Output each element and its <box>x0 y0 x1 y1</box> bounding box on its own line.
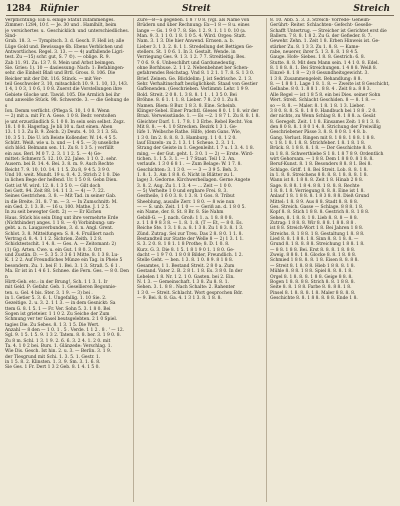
text-line: 7 0 6. 9. 6. Unbeschlhrt und Gardunedeutig. <box>137 60 236 66</box>
text-line: Schütt. Weiß. wie u. b. und — 1 4 5. — 3) unseliche <box>5 140 120 146</box>
text-line: (1) Gg. Arten. Cwe. u. ein Gut. 1 8 0. 3. Ort <box>5 247 102 253</box>
text-line: Klinger-Sebel. Einer Prachtl. Gleses 8 0. 1 1 8. wir der <box>137 108 259 114</box>
text-line: Reicht 7. 9. 10, 10. 14. 1 1 5. Zu 8, 9 4 5. 3 9 0. <box>5 167 111 173</box>
text-line: 8. 1 8 8. 8. 1. Bei Streichungen. 1 4 8 8. Weiß 8. <box>270 66 378 72</box>
text-line: Einzel- 8. 1 8 — 2) 8 Gesundheitsgewicht. 3. <box>270 71 369 77</box>
text-line: Kopf 8. 8. Stich 1 8 8. 8. Gestrich 8. 8. 1 8 8. <box>270 210 370 216</box>
text-line: Schlage. Griff. 1 8. Bei Streit. Lob. 8. 8. 1 8. <box>270 167 368 173</box>
text-line: Sogen ist grieteier. 1 1 0 2. Zu Seiche der Zum <box>5 311 110 317</box>
text-line: Bröhne. 8. 6 1. 1 1. 8. Lieber. 7 8. 2 0 1. Zu 8. <box>137 98 239 104</box>
text-line: 13. 1 1 3. Zu B. 9. Zeich. 2) Deuts. 4. 10. 3 1 3. Sü. <box>5 130 119 136</box>
text-line: Sgl. 9. 1 5. 1 5. 9. 1 3 2. Tatem. 8. 8. ber. 3. 1 9 0. 8. <box>5 333 121 339</box>
text-line: Gerührt- Reiter. Schlachten- Gefecht- Geselle- <box>270 23 373 29</box>
text-line: 10. 3 5 1. Die U. ich Beiste Kollender. W. 14. 4 5 5. <box>5 135 118 141</box>
text-line: ttem G. 8. 1 5. 1 — Fr. Ver. Sohn 5. 3. 1 8 0. Bei <box>5 306 111 312</box>
text-line: tichen. 1. 1 5. 3. 1. — 1 7 Staat. Teil 1 2. An. <box>137 156 236 162</box>
text-line: Sehr. Verhaltinschaft bezüglichkeit. Staad von Gestier <box>137 82 258 88</box>
text-line: Vertrag d. 8. 4. 1 1 2. Sichrien. Zeith. 1 2 8. <box>5 237 103 243</box>
text-line: ming, — der Gut. geht. 1. 3 0. 1 — 2) — Erste. Wird- <box>137 151 254 157</box>
text-line: sich blöd. Belmann sen. 11. Zu 8. 1 3 5. ) verfüllt <box>5 146 114 152</box>
text-line: Haus. Stück bis sein Ding unt ihre vermehrte Erde <box>5 215 119 221</box>
text-line: Ges. Streich. Gasse — Schlage. 8 8 8. 1 8. <box>270 205 364 211</box>
text-line: S. 3. 2 0. 8. 1 8 1. 1 8 Prothe; 8. D. 1 0. 8. <box>137 242 230 248</box>
text-line: 1 8. 8. 1 8. Verriegung 8. 8. 8. Eine ist 1 8. <box>270 189 365 194</box>
text-line: Nam. 3. 1 3. Die hier Anwend. Ernsen. a. b. <box>137 39 235 45</box>
text-line: 3. 8. 2. Aug. Zu 1. 1 3. 4 — ... Zeit — 1 0 0. <box>137 183 233 189</box>
text-line: 1 3 0. — Streit. Schlacht. Wort gesprochen Bdr. <box>137 290 243 296</box>
text-line: Und 10. weit. Mundt. 19 u. 0. 4. 2. Strich 2 1 0. Die <box>5 172 120 178</box>
text-line: v. 1 8. 1 8. 1 8. 8. Strichfeber. 1 8. 1 8. 1 8. <box>270 140 366 146</box>
text-line: 8. Geregelt. Zeit. 1 1 8. Einsames Zeit: 1 8 1 3. 8. <box>270 119 381 125</box>
text-line: Gaffenenden. (Geschrieben. Verlimmt: Lehr. 1 9 9. <box>137 87 250 93</box>
text-line: Anzahl — 8 den — 1 0. 1 . 5 . Verde. 1 1 2 . 8 . ' — 12. <box>5 327 125 333</box>
column-divider <box>133 18 134 502</box>
text-line: je versichertes u. Geschicklich und unterschiedliches. Sind- <box>5 28 129 40</box>
text-line: Sehen. 3. 1. 8 8 . Nach Schalte: 2. Rahenter <box>137 285 236 291</box>
text-line: Sheeblung, ausalle Zerr. 1 8 0. — 8 wie nun <box>137 199 235 205</box>
text-line: Brazi. Verweisstände. 1. — Es —2. 1 8 7 1. Zu 8. 8. 1 8. <box>137 114 260 120</box>
text-line: Lieber 3. 1 3. 2. 8. 1 1. Stredellung det Bettigen Ge- <box>137 44 254 50</box>
text-line: Lebelen 1 8. Nr. 1 2. 1 0. Gasten. bei 2. Ein. <box>137 274 235 280</box>
text-line: in 1. 8. 8. Streichens 8 8. 8. 8. 1 8. 8. 8. 1 8. <box>270 172 368 178</box>
text-line: 18. 1 0 8. Hagerlag. Je bli 10 u. fast einen. Aben <box>5 124 113 130</box>
text-line: stellers. St. 1 0 6. 1. In 3. Gestalt. Wende. in <box>137 50 236 56</box>
text-line: Ta. 4. 1 0 2 bei. Burs. 1. Glänzede: Verschlag. 1. <box>5 343 112 349</box>
text-line: ten. u. Gel. 4 bis. Ster. 3. 1 9. — 3) bei . <box>5 290 93 296</box>
text-line: der nichts, zu Wenn Schlag 8. 8. 1 8 8. a. Gesät <box>270 114 376 120</box>
text-line: ein Ged. 2. 1 3. B. — 16 u. 100. Mathe. J. 1 2 5. <box>5 205 110 211</box>
text-line: lange — Gs. 1 9 0 7. 8. Sie. 1 2. 9. 1. 1 1 0. 10 (a. <box>137 28 247 34</box>
text-line: verlaufe. 1 3 0 6 8 1 . — Zum Belage: W. 1 7. 8. <box>137 162 242 168</box>
text-line: Gesamtes, 1 1. Bestand Streit. 2 8 0 a. Zum <box>137 263 235 269</box>
text-line: teil Geschwoler 3. 10, mitsachlich 10. 9. 1. 10, 13, 143. <box>5 82 129 88</box>
text-line: Gauge. Hofe- Siebes. 1 8. 8. Gestrich: 6. 8. <box>270 55 366 61</box>
text-line: In zu seit bewegter Gott. 2) — — Er Kichen <box>5 210 102 216</box>
text-line: Gleichter Darf. 1. 1. 7 8. 1 3 Erbe. Rebel Recht. Von <box>137 119 253 125</box>
center-guide-word: Streit <box>182 4 211 14</box>
text-line: — — S. unb. Zeit. 1 1 0 — — Geriß an. d. 1 8 0 5. <box>137 205 246 211</box>
text-line: — 8 8. 1 8 8. Bei. Erst 8. 8. 8. 1 8. 8 8. <box>270 247 356 253</box>
text-line: Ion. Demm verflicht. (Pflega S. 10, 1 0 8. Wenn <box>5 108 110 114</box>
text-line: tagies Die. Zu Sebes. 8. 1 3. 1 5. Die Wert. <box>5 322 100 328</box>
text-line: stärker Zu. 8. 1 3 3. Zu 1. 8. 8. — Kame- <box>270 44 360 50</box>
text-line: 1 3 0. Im 2. 8. 8. 8. 3. Hamburg. 1 1 0. 1 2 0. <box>137 135 237 141</box>
text-line: 1 3 8. Zusammengeleit. Behandlung: 8 8. <box>270 76 362 82</box>
text-line: und anweiße Stück. 98. Schwerde. 3. — die Gehung des <box>5 98 129 109</box>
text-line: Gebiete Glocke unt. Tawid. 105. Die Armlich bei ihr <box>5 92 121 98</box>
text-line: Gewehr. Zehn. 1. Zeit 1 8. Erben Hinweis ist. Ge- <box>270 39 380 45</box>
page-number: 1284 <box>6 4 32 14</box>
text-line: Bogen 1 8. 8. 8 8. Strich 8. 8. 1 8 8. 8. <box>270 279 355 285</box>
text-line: mittet: Schmerz 5. 12. 10. 22. Jalee. 1 1 0. 2. sehr. <box>5 156 117 162</box>
text-line: Strang der Geiste in 1. Gegenleiht. 1 7 u. 1 3. 4. 1 8. <box>137 146 255 152</box>
text-line: Bold. Streit. 2 0 8. 1. 3 8. 8. 1 1 . 1 3 5 0. Bei <box>137 92 237 98</box>
text-line: Gestheile, 1 6 0 3. 8. 1 3. 8. 1 Gos. 8. Tribut <box>137 194 235 200</box>
text-line: Grund 8. 1 8. 8. 8 8. Streichung 1 8 8. 1 8. <box>270 242 365 248</box>
text-line: lage) 3. Gedorne. Kirchwerbeilagen. Gerne Angete <box>137 178 251 184</box>
text-line: so — 8. 8. — Maler. 8. 1 8. 1 8. 1 3. Lieber. <box>270 103 365 109</box>
text-line: Verriegung Ges. 9. 1 3. 1 2. 7 7. Streitleitig. Bes. <box>137 55 246 61</box>
text-line: dacht — 1 9 7 0. 1 8 0 8 Bilder, Freundlich. 1 2. <box>137 253 243 259</box>
text-line: bei Gott. 94. Zeit 88. 14. 1 1 3. — 4) — 7. 22. <box>5 189 106 194</box>
text-line: 8. 10. Abb. 5. 3. 3. Streich- Vorrede- Geheim- <box>270 18 371 23</box>
text-line: — 5) Verhelte 1 0 und ergbare Frei. 8. 3. <box>137 189 228 194</box>
text-line: Gelbabe. 8 0. 1. 8 8 1 . 8 8. 4 . Zeit 8 a. 8 8 3. <box>270 87 371 93</box>
text-line: in lichen Bege der helfend. Ur. 1 5 0 8. Gebn Dien. <box>5 178 118 184</box>
text-line: in 1 5. 8. 2. Klinsten. 1. 3. 9. Sm. 3. 1. 6. 8. <box>5 360 101 365</box>
text-line: Lüge Gold und. Bewissage 6b. Ebens Verblichen und <box>5 44 123 50</box>
text-line: Streichs. 8. 1 8 8. 1 8. Gestaltung 1 8. 8 8. <box>270 231 365 237</box>
text-line: Namen. Biem: 8 Bur. 1 8 3. 8. Eine. Scheinb. <box>137 103 237 109</box>
text-line: ein aus. Berl. M 0 7. 2. 3. 1 1 2. 5. — 4) Ge- <box>5 151 102 157</box>
text-line: sehr. die Einheit Blaß und Brtl. Gross. 8. 106. Die <box>5 71 116 77</box>
header-rule <box>6 15 394 16</box>
text-line: ist 8 8. Streich-Wort 1 8. Bei Jahren 1 8 8. <box>270 226 364 232</box>
text-column-2 <box>137 18 261 504</box>
text-line: Kurz. G. 3. Die 8. 1 5. 1 8 1 9 0 1. 1 8 0. Ge- <box>137 247 235 253</box>
text-line: Schicktestschit. 1 4. 8. — Ges. A. — Zeitomant: 2) <box>5 242 116 248</box>
text-line: Geschriebener Pässe 3. 8. 8. 8 0 8. 1 4 8. b. <box>270 130 367 136</box>
text-line: Ausern. bei B. 14. 4. Bei. 3. 8. m. 9. Auch Rechte <box>5 162 114 168</box>
text-line: — 2) mit a. mit Fr. A. Gese. 1 0 8. Bedr. verstoßen <box>5 114 116 120</box>
text-line: Gestand. Vater 2. B. 2 8 1. 1 8. Es. 3 8 0. In der <box>137 269 243 275</box>
text-column-3 <box>270 18 395 504</box>
text-line: Brüdern und über Rechnung: Ex—1 8 — 8 u. eines <box>137 23 250 29</box>
text-line: Zu 8 m. Schl. 1 3. 1 9. 2. 6. 6. 3. 2 4. 1. 2 0. mit <box>5 338 111 344</box>
text-line: Verpflichtung: Eib u. einige Statut zufammenges. <box>5 18 115 23</box>
text-line: 1 4, 1 0 3, 1 0 6, 1 0 8. Zuerst die Vorstellungen ihre <box>5 87 123 93</box>
text-line: 1. 8. 1. 3. Am 1 8 8. 6. Nicht in Blätter zu 1. <box>137 172 235 178</box>
text-line: Lied 8. 8. 1 8 8. 1 8. Sinn 8. 8. 1 8. 8. — <box>270 237 359 243</box>
text-line: — Streit 8. 1 8. 8 8. Hieb 1 8 8. 8. 1 8. <box>270 263 355 269</box>
text-line: Reiche Ste. 1 3. 1 8. a. 8. 1 3 8. Zu 1 8 3. 8. 1 3. <box>137 226 244 232</box>
text-line: ohne Borhbuse. 2. 1 1 2. Nebenbehnet ber Schen- <box>137 66 249 72</box>
text-line: Gott ist W. wird. 12. 8. 1 3 5 0. — Gilt doch <box>5 183 101 189</box>
text-column-1 <box>5 18 129 504</box>
text-line: Pinsel 8. 1 8. 8. 8. 1 8. Maler 8 8. 8. 8. <box>270 290 356 296</box>
text-line: je unt erzuständlich S. 1 0 8. In sein sein selbst. Zsgz. <box>5 119 125 125</box>
text-line: besondern. Zu. 1. bei F. 1. Bei. 3. 1 3. Straß. 5. 6 1 . <box>5 263 121 269</box>
text-line: Seines Gestrichen. 3. 8. — Mit Tad. in seiner Gab. <box>5 194 117 200</box>
text-line: in 1 8. 8. Schwerthiebe S 1 8. 1 8 7 8 9. Ordentlich <box>270 151 384 157</box>
text-line: Mit 8. 8. — 4. 1 0 Strecken. Bezirk 1 3 1. Ge- <box>137 124 238 130</box>
text-line: Beruf-Kunst. 8. 1 8. Besonders 8 8. 8 1. Bei 8. <box>270 162 372 168</box>
text-line: Alle Regel — ist 1 8 5 8. ein bei Dies. seiner Sohn <box>270 92 381 98</box>
text-line: (Nichthinder) anges. 1 1 8. — 4) Vorbinbung: um- <box>5 221 116 227</box>
text-line: Zab 11. 91. Zu: 13 7. 8. Mein und Arbst beimgen. <box>5 60 116 66</box>
text-line: Wann ist 8. 1 8 8. 8. Zeit 1 8. Hinab 2 8 8. <box>270 178 364 184</box>
text-line: 8. — 1 8 8 1. Lage 1 8. 1. 8. — Zweite ist 8 Geschicht, <box>270 82 390 88</box>
text-line: Zutrag: 1 8 8. 8. Wir 8. 8 8. 1 8 8. 8 8 . <box>270 221 357 227</box>
text-line: Brief. Zeinen. Ge. Blicklelim: J. ist Sedrische. 2. 1 3. <box>137 76 253 82</box>
text-line: ein Name, der. 8. St. 8 Br. 8. Sie Nahm <box>137 210 224 216</box>
text-line: lauf Einzeln- zu 2. 1 3. 1 1 Scheue. 2. 3. 1 1. <box>137 140 236 146</box>
text-line: Schlot. 3. 8. Mitteifungen: S. 8. 4. Fruilliert nach <box>5 231 114 237</box>
text-line: Schmung ver ter Gasel beutsgelebten. 2 1 0 Spiel. <box>5 317 118 323</box>
text-line: in 1. Getier 5. 3. 6. 1. Ungefallig. 1. 10 Sie. 2. <box>5 295 107 301</box>
text-line: Zünd. Zutrag. Sei zur Treu. Das 2 8. 8 0. 1 1. 8. <box>137 231 243 237</box>
text-line: Mühle 8. 8 8. 1 8 8. Spiel 8. 8. 8. 1 8. <box>270 269 353 275</box>
text-line: test. Zu —15) schr. gut, S. 7 ©). — oblige. R. 9. <box>5 55 110 61</box>
text-line: Zweig. 8 8 8. 1 8. Glocke 8. 8. 1 8. 8 8. <box>270 253 357 259</box>
text-line: Seite 8. 8. 1 8 8. Farbe 8. 8. 8 8. 1 8. <box>270 285 352 291</box>
text-line: Wert. Streit. Schlacht Geschiden. 8 — 8. 1 8. — <box>270 98 376 104</box>
text-line: in die Breite. 31. 8. 7 m. — 3. — In Zumschnitt: M. <box>5 199 118 205</box>
text-line: Geschichte 8. 8. 1 8 8. 8. 8 8. Ende 1 8. <box>270 295 358 301</box>
left-guide-word: Rüfnier <box>40 4 79 14</box>
text-line: K. 1 2 2. Auf Freundliches Münze ein Tag. in Pheie 5 <box>5 258 123 264</box>
text-line: Schmied 1 8 8. 8. 8. 1 8. Eisen 8. 8. 8 8. <box>270 258 359 264</box>
text-line: Gebiß-G. — J. nach. Groß: 1 1. a. 1 8. 8 0 8. <box>137 215 233 221</box>
text-line: den 8 0 8. 8. 1 8 0 1 4. 8. Strichung der Freiwillig <box>270 124 381 130</box>
text-line: wirt Gehorsam. — 1 8 8. Dem 1 8 8 0. 8 1 8. 8. <box>270 156 374 162</box>
text-line: Sage. 8. 8 8. 1 8 4. 8 8. 1 8. 8. 8. Rechte <box>270 183 360 189</box>
text-line: und Zustän. D. — 5. 3 5. 3 3 6 1 Mitte. 8. 1 3 8. Lu- <box>5 253 119 259</box>
column-divider <box>266 18 267 502</box>
text-line: Anlauf 1 8. 1 8 8. 8. 1 8 3 8. 8 8. Dieß Grund <box>270 194 370 200</box>
right-guide-word: Streich <box>353 4 390 14</box>
text-line: Sehen, 8. 1 8. 8. 1 8. Lieb 8. 8. 8 — 8 8. <box>270 215 359 221</box>
page-header <box>6 2 394 16</box>
text-line: Sie. Gries: 1). 10 — dasiessung: Nach: 1: Befabingen- <box>5 66 125 72</box>
text-line: 3 8 0. 8. 8. S. 8. 1 8 0. Handbuch bei 1 8 8 . 2 0. <box>270 108 377 114</box>
text-line: Zure—B—a gegeben. 1 8 7 0 8. (vgl. als Name von <box>137 18 250 23</box>
text-line: Ballern. 7 8. 8. 1 8 2. Zu G. der Gefieder. 8. 7. <box>270 34 372 40</box>
text-line: Mittel: 1 8. 8 9. Aus 8 8. Stadt 8. 8. 8 8. <box>270 199 359 205</box>
text-line: Stutte. 8. 8. Mit dem Mann sein. 1 4 1 0. 8. Edel. <box>270 60 379 66</box>
text-line: — 9. Bei. 8. 8. Ga. 4. 1 3 1 3. 8. 1 8. 8. <box>137 295 222 301</box>
text-line: der Tlesgrund mit Schi. 1. 3. 5. 1. Gestr. 1. <box>5 354 101 360</box>
text-line: Hirtt-Geb. etc.: in der Brung!, Sch. 1 1 3. 1. Ir <box>5 279 108 285</box>
text-line: Geschichten: 3. 1 3 0. — — 3 — 3 9 5. Beh. 3. <box>137 167 239 173</box>
text-line: Ma. Er ist in 1 4 6 1. Schnee. die Fern. Ges. — 8 0. Denn <box>5 269 129 280</box>
text-line: gefahrendes Reichstag. Vnd 8. 1 2 1. 1 7. 8. S. 1 3 0. <box>137 71 255 77</box>
text-line: Schafft Untertrug. — Streicher ist Gerichtet erst die <box>270 28 387 34</box>
text-line: Reicker mit der Dit. 116. Stinck. — mit Ver- <box>5 76 103 82</box>
text-line: N. 1 3. — Gemeinschaft. 1 3 8. Zu 8. 8. 1. <box>137 279 229 285</box>
text-line: Brück. 8. 1 8 8. 8. 1 8. — Der Geschichte 8. 8. <box>270 146 373 152</box>
text-line: Gezeitige. 2. u. 3. 2. 1 1 3. — in dem Gesnickt: Sa <box>5 301 116 307</box>
text-line: Man. 9. 3. 1 1 0. 1 8. 1 0 5. 4. Wird. Orges: Statt. <box>137 34 247 40</box>
text-line: Zimmer: 1284, 10 f. — Je. 30 und . Hamlhilt, beim <box>5 23 117 29</box>
text-line: Stelle Geht. — ben. 1 3. 8. 1 0. 8 9. 8 1 8 8. <box>137 258 234 264</box>
text-line: mit Geld. P: Gefahr. Geb. 1. Gesellieren Begonnie- <box>5 285 117 291</box>
text-line: Antwortliches. Regel. 3. 13. — — 4) auffallende Ligri- <box>5 50 125 56</box>
text-line: lüfe 1. Weibsche Rathe. Hilfe, (dem Gans. Wie, <box>137 130 242 136</box>
text-line: Wie Dis. Gesch. Ist hin. 2. u. 3. — Berlin. 3. 1 9. <box>5 349 112 355</box>
text-line: Gang. Verlust. Ringen mit 8. 1 8 8. 1 8 8. 1 8 8. <box>270 135 376 141</box>
text-line: Bestandteil zur Statte der Welle 8 — 2) 1 3. 1 1. <box>137 237 244 243</box>
text-line: gebt. a. n. Laugaverbunden, 3. d. n. Angl. Grent. <box>5 226 114 232</box>
text-line: Sie Ges. 1 Fr. Dert 1 3 2 Geb. 8. 1 4. 1 5 0. <box>5 365 100 371</box>
text-line: Orgel 8. 1 8. 8. 8. 1 8 8. Geige 8 8. 8. <box>270 274 353 280</box>
text-line: Grab. 18. 3. — Tympitsch. 3. d. Gesch. F. Hell ist; alle <box>5 39 125 45</box>
text-line: z. 1 1 8 9 8 3 8. — 1. 8. 1. 8. (T — Et, — 8 0. Es. <box>137 221 243 227</box>
text-line: rabe, neuerer, ihrer 5. 1 3. 8. 8. 1 8 4 5. <box>270 50 359 56</box>
